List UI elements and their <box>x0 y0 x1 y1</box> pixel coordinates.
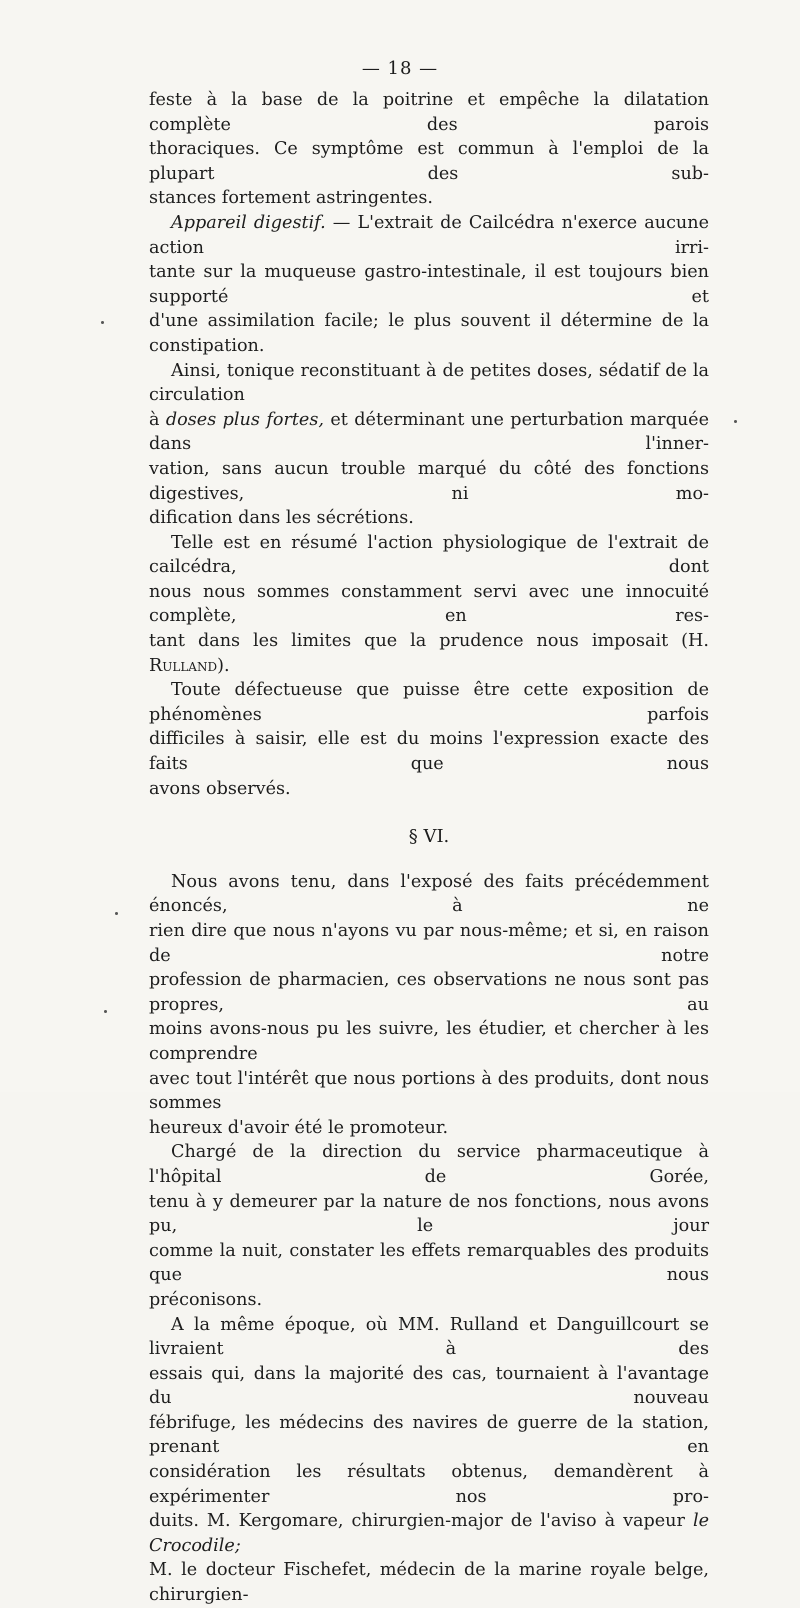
margin-speck <box>115 912 118 915</box>
text-line: Nous avons tenu, dans l'exposé des faits précédemment énoncés, à ne <box>149 871 709 917</box>
italic-heading: Appareil digestif. <box>171 212 326 233</box>
text-span: et déterminant une perturbation marquée dans l'inner- <box>149 409 709 455</box>
ship-name: le Crocodile; <box>149 1511 709 1556</box>
text-line: stances fortement astringentes. <box>149 188 433 209</box>
margin-speck <box>734 420 737 423</box>
text-line: considération les résultats obtenus, demandèrent à expérimenter nos pro- <box>149 1462 709 1507</box>
text-span: à <box>149 409 166 430</box>
text-line: fébrifuge, les médecins des navires de guerre de la station, prenant en <box>149 1412 709 1458</box>
text-line: vation, sans aucun trouble marqué du côté des fonctions digestives, ni mo- <box>149 458 709 504</box>
text-line: comme la nuit, constater les effets remarquables des produits que nous <box>149 1240 709 1286</box>
margin-speck <box>104 1010 107 1013</box>
italic-phrase: doses plus fortes, <box>165 409 324 430</box>
text-line: feste à la base de la poitrine et empêche la dilatation complète des parois <box>149 90 709 135</box>
text-line: Toute défectueuse que puisse être cette exposition de phénomènes parfois <box>149 680 709 725</box>
page-number: — 18 — <box>361 58 439 79</box>
text-line: préconisons. <box>149 1289 263 1310</box>
text-line: tenu à y demeurer par la nature de nos fonctions, nous avons pu, le jour <box>149 1191 709 1237</box>
text-line <box>149 629 709 678</box>
text-line: Chargé de la direction du service pharmaceutique à l'hôpital de Gorée, <box>149 1142 709 1187</box>
text-line <box>149 408 709 457</box>
text-span: ). <box>217 655 230 676</box>
text-line: moins avons-nous pu les suivre, les étudier, et chercher à les comprendre <box>149 1019 709 1064</box>
text-line: avec tout l'intérêt que nous portions à des produits, dont nous sommes <box>149 1068 709 1114</box>
text-line: avons observés. <box>149 778 291 799</box>
text-line: heureux d'avoir été le promoteur. <box>149 1117 449 1138</box>
text-line: thoraciques. Ce symptôme est commun à l'emploi de la plupart des sub- <box>149 139 709 184</box>
text-line: d'une assimilation facile; le plus souvent il détermine de la constipation. <box>149 311 709 356</box>
margin-speck <box>101 321 104 324</box>
text-span: duits. M. Kergomare, chirurgien-major de l'aviso à vapeur <box>149 1511 693 1532</box>
text-line: difficiles à saisir, elle est du moins l'expression exacte des faits que nous <box>149 729 709 775</box>
text-line: M. le docteur Fischefet, médecin de la marine royale belge, chirurgien- <box>149 1560 709 1606</box>
text-line: tante sur la muqueuse gastro-intestinale, il est toujours bien supporté et <box>149 262 709 307</box>
text-line: Telle est en résumé l'action physiologique de l'extrait de cailcédra, dont <box>149 532 709 578</box>
text-line: A la même époque, où MM. Rulland et Danguillcourt se livraient à des <box>149 1314 709 1360</box>
text-line: rien dire que nous n'ayons vu par nous-même; et si, en raison de notre <box>149 921 709 966</box>
text-line: profession de pharmacien, ces observations ne nous sont pas propres, au <box>149 970 709 1015</box>
text-line: essais qui, dans la majorité des cas, tournaient à l'avantage du nouveau <box>149 1363 709 1409</box>
text-span: tant dans les limites que la prudence nous imposait (H. <box>149 631 709 652</box>
body-text <box>149 88 709 1608</box>
text-line <box>149 1509 709 1558</box>
author-name: Rulland <box>149 655 218 676</box>
text-line: Ainsi, tonique reconstituant à de petites doses, sédatif de la circulation <box>149 360 709 406</box>
text-line: dification dans les sécrétions. <box>149 508 414 529</box>
section-heading: § VI. <box>408 826 450 848</box>
text-line <box>149 211 709 260</box>
text-line: nous nous sommes constamment servi avec une innocuité complète, en res- <box>149 581 709 627</box>
text-span: — L'extrait de Cailcédra n'exerce aucune action irri- <box>149 212 709 258</box>
